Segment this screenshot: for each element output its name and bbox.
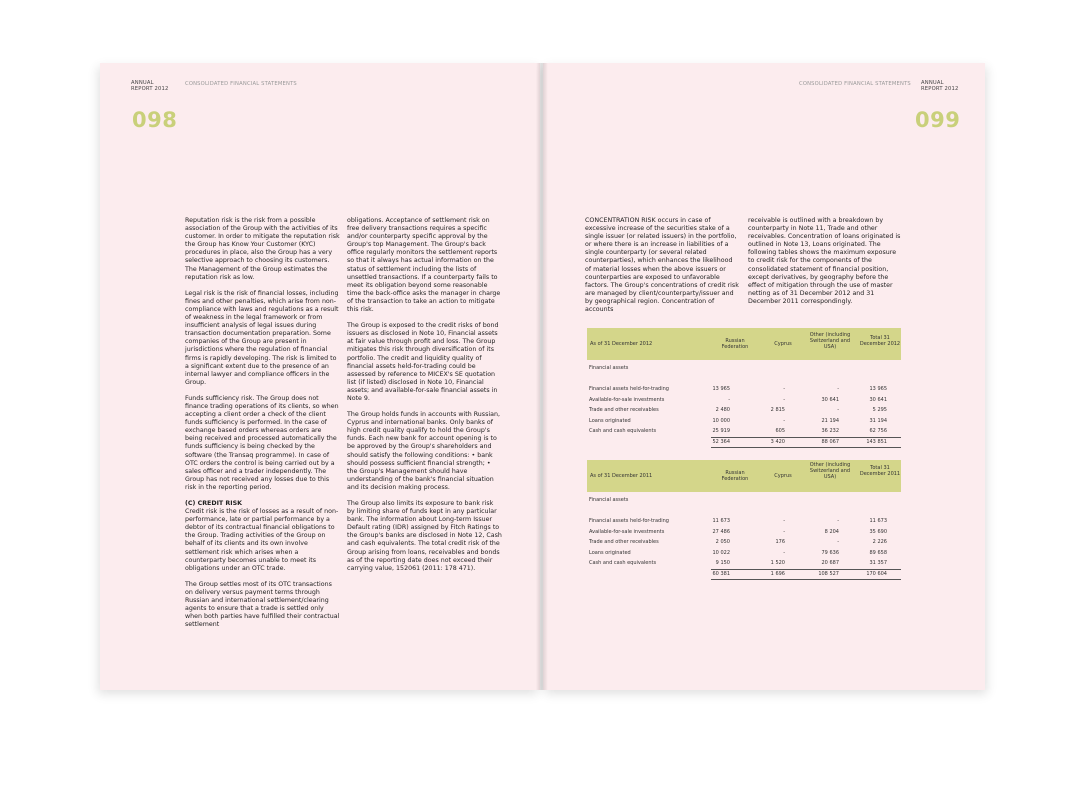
right-page-number: 099	[915, 108, 961, 132]
table-header	[587, 460, 901, 492]
table-row	[587, 426, 901, 437]
table-total-row	[711, 569, 901, 580]
right-header-annual	[921, 80, 959, 92]
cell-russia: 13 965	[712, 386, 730, 392]
table-spacer-row	[587, 506, 901, 517]
cell-total: 11 673	[869, 518, 887, 524]
table-row	[587, 537, 901, 548]
cell-total: 2 226	[872, 539, 887, 545]
cell-total: 5 295	[872, 407, 887, 413]
col-header-total: Total 31 December 2011	[859, 465, 901, 477]
cell-other: -	[837, 518, 839, 524]
table-row	[587, 416, 901, 427]
header-annual-label: ANNUAL	[921, 80, 944, 86]
row-label: Available-for-sale investments	[589, 528, 665, 535]
left-column-1	[185, 217, 340, 637]
cell-cyprus: 176	[775, 539, 785, 545]
header-report-year: REPORT 2012	[131, 86, 169, 92]
row-label: Trade and other receivables	[589, 407, 659, 413]
col-header-cyprus: Cyprus	[774, 341, 792, 347]
table-title: As of 31 December 2012	[590, 341, 653, 347]
table-row	[587, 516, 901, 527]
credit-risk-heading: (C) CREDIT RISK	[185, 500, 243, 507]
cell-cyprus: -	[783, 386, 785, 392]
cell-russia: 9 150	[715, 560, 730, 566]
cell-other: 36 232	[821, 428, 839, 434]
table-section-row	[587, 495, 901, 506]
cell-total: 30 641	[869, 396, 887, 403]
cell-cyprus: -	[783, 417, 785, 424]
cell-other: -	[837, 386, 839, 392]
left-page-number: 098	[132, 108, 178, 132]
paragraph-credit-risk: Credit risk is the risk of losses as a result of non-performance, late or partial performance by a debtor of its contractual financial obligations to the Group. Trading activities of the Group on behalf of its clients and its own involve settlement risk which arises when a counterparty becomes unable to meet its obligations under an OTC trade.	[185, 508, 339, 572]
table-total-row	[711, 437, 901, 448]
cell-total: 31 357	[869, 560, 887, 566]
right-column-2	[748, 217, 903, 314]
cell-cyprus: -	[783, 396, 785, 403]
cell-other: 21 194	[821, 417, 839, 424]
col-header-russia: Russian Federation	[721, 470, 749, 482]
table-row	[587, 405, 901, 416]
total-cyprus: 1 696	[770, 570, 785, 577]
cell-total: 35 690	[869, 528, 887, 535]
cell-russia: 27 486	[712, 528, 730, 535]
row-label: Financial assets held-for-trading	[589, 518, 669, 524]
col-header-russia: Russian Federation	[721, 338, 749, 350]
table-title: As of 31 December 2011	[590, 473, 653, 479]
table-row	[587, 558, 901, 569]
cell-cyprus: -	[783, 518, 785, 524]
cell-russia: 25 919	[712, 428, 730, 434]
table-row	[587, 527, 901, 538]
credit-exposure-table-2011	[587, 460, 901, 580]
cell-cyprus: 2 815	[770, 407, 785, 413]
cell-cyprus: -	[783, 528, 785, 535]
col-header-total: Total 31 December 2012	[859, 335, 901, 347]
cell-other: 79 636	[821, 549, 839, 556]
section-label: Financial assets	[589, 365, 629, 371]
cell-other: -	[837, 539, 839, 545]
row-label: Loans originated	[589, 417, 631, 424]
paragraph-legal-risk: Legal risk is the risk of financial losses, including fines and other penalties, which arise from non-compliance with laws and regulations as a result of weakness in the legal framework or from insufficient analysis of legal issues during transaction documentation preparation. Some companies of the Group are present in jurisdictions where the regulation of financial firms is rapidly developing. The risk is limited to a significant extent due to the presence of an internal lawyer and compliance officers in the Group.	[185, 289, 339, 386]
cell-total: 62 756	[869, 428, 887, 434]
book-gutter	[536, 63, 548, 690]
paragraph-reputation-risk: Reputation risk is the risk from a possible association of the Group with the activities of its customer. In order to mitigate the reputation risk the Group has Know Your Customer (KYC) procedures in place, also the Group has a very selective approach to choosing its customers. The Management of the Group estimates the reputation risk as low.	[185, 217, 340, 281]
cell-cyprus: -	[783, 549, 785, 556]
total-other: 88 067	[821, 438, 839, 445]
col-header-cyprus: Cyprus	[774, 473, 792, 479]
row-label: Available-for-sale investments	[589, 396, 665, 403]
right-header-section: CONSOLIDATED FINANCIAL STATEMENTS	[799, 81, 911, 87]
cell-other: -	[837, 407, 839, 413]
paragraph-bank-risk: The Group also limits its exposure to bank risk by limiting share of funds kept in any particular bank. The information about Long-term Issuer Default rating (IDR) assigned by Fitch Ratings to the Group's banks are disclosed in Note 12, Cash and cash equivalents. The total credit risk of the Group arising from loans, receivables and bonds as of the reporting date does not exceed their carrying value, 152061 (2011: 178 471).	[347, 500, 502, 572]
paragraph-otc-settlement: The Group settles most of its OTC transactions on delivery versus payment terms through Russian and international settlement/clearing agents to ensure that a trade is settled only when both parties have fulfilled their contractual settlement	[185, 580, 340, 629]
total-cyprus: 3 420	[770, 438, 785, 445]
paragraph-funds-sufficiency: Funds sufficiency risk. The Group does not finance trading operations of its clients, so when accepting a client order a check of the client funds sufficiency is performed. In the case of exchange based orders whereas orders are being received and processed automatically the funds sufficiency is being checked by the software (the Transaq programme). In case of OTC orders the control is being carried out by a sales officer and a trader independently. The Group has not received any losses due to this risk in the reporting period.	[185, 394, 339, 491]
cell-russia: 10 000	[712, 417, 730, 424]
cell-total: 31 194	[869, 417, 887, 424]
left-header-section: CONSOLIDATED FINANCIAL STATEMENTS	[185, 81, 297, 87]
left-column-2	[347, 217, 502, 581]
total-total: 170 604	[866, 570, 887, 577]
paragraph-settlement-obligations: obligations. Acceptance of settlement risk on free delivery transactions requires a specific and/or counterparty specific approval by the Group's top Management. The Group's back office regularly monitors the settlement reports so that it always has actual information on the status of settlement including the lists of unsettled transactions. If a counterparty fails to meet its obligation beyond some reasonable time the back-office asks the manager in charge of the transaction to take an action to mitigate this risk.	[347, 217, 501, 314]
table-spacer-row	[587, 374, 901, 385]
row-label: Loans originated	[589, 549, 631, 556]
header-annual-label: ANNUAL	[131, 80, 154, 86]
total-total: 143 851	[866, 438, 887, 445]
row-label: Trade and other receivables	[589, 539, 659, 545]
row-label: Cash and cash equivalents	[589, 560, 657, 566]
total-other: 108 527	[818, 570, 839, 577]
table-section-row	[587, 363, 901, 374]
cell-other: 20 687	[821, 560, 839, 566]
cell-cyprus: 605	[775, 428, 785, 434]
col-header-other: Other (including Switzerland and USA)	[809, 332, 851, 350]
table-row	[587, 384, 901, 395]
cell-russia: 10 022	[712, 549, 730, 556]
paragraph-exposure-intro: receivable is outlined with a breakdown by counterparty in Note 11, Trade and other receivables. Concentration of loans originated is outlined in Note 13, Loans originated. The following tables shows the maximum exposure to credit risk for the components of the consolidated statement of financial position, except derivatives, by geography before the effect of mitigation through the use of master netting as of 31 December 2012 and 31 December 2011 correspondingly.	[748, 217, 901, 305]
cell-total: 89 658	[869, 549, 887, 556]
cell-russia: 11 673	[712, 518, 730, 524]
row-label: Financial assets held-for-trading	[589, 386, 669, 392]
total-russia: 60 381	[712, 570, 730, 577]
col-header-other: Other (including Switzerland and USA)	[809, 462, 851, 480]
right-column-1	[585, 217, 740, 322]
table-row	[587, 548, 901, 559]
credit-exposure-table-2012	[587, 328, 901, 448]
table-row	[587, 395, 901, 406]
paragraph-bank-funds: The Group holds funds in accounts with Russian, Cyprus and international banks. Only banks of high credit quality qualify to hold the Group's funds. Each new bank for account opening is to be approved by the Group's shareholders and should satisfy the following conditions: • bank should possess sufficient financial strength; • the Group's Management should have understanding of the bank's financial situation and its decision making process.	[347, 411, 500, 491]
cell-total: 13 965	[869, 386, 887, 392]
paragraph-bond-issuers: The Group is exposed to the credit risks of bond issuers as disclosed in Note 10, Financial assets at fair value through profit and loss. The Group mitigates this risk through diversification of its portfolio. The credit and liquidity quality of financial assets held-for-trading could be assessed by reference to MICEX's SE quotation list (if listed) disclosed in Note 10, Financial assets; and available-for-sale financial assets in Note 9.	[347, 322, 499, 402]
total-russia: 52 364	[712, 438, 730, 445]
left-header-annual	[131, 80, 169, 92]
header-report-year: REPORT 2012	[921, 86, 959, 92]
cell-other: 8 204	[824, 528, 839, 535]
cell-other: 30 641	[821, 396, 839, 403]
row-label: Cash and cash equivalents	[589, 428, 657, 434]
cell-russia: 2 050	[715, 539, 730, 545]
paragraph-concentration-risk: CONCENTRATION RISK occurs in case of excessive increase of the securities stake of a single issuer (or related issuers) in the portfolio, or where there is an increase in liabilities of a single counterparty (or several related counterparties), which enhances the likelihood of material losses when the above issuers or counterparties are exposed to unfavorable factors. The Group's concentrations of credit risk are managed by client/counterparty/issuer and by geographical region. Concentration of accounts	[585, 217, 739, 314]
section-label: Financial assets	[589, 497, 629, 503]
cell-russia: 2 480	[715, 407, 730, 413]
cell-cyprus: 1 520	[770, 560, 785, 566]
table-header	[587, 328, 901, 360]
cell-russia: -	[728, 396, 730, 403]
